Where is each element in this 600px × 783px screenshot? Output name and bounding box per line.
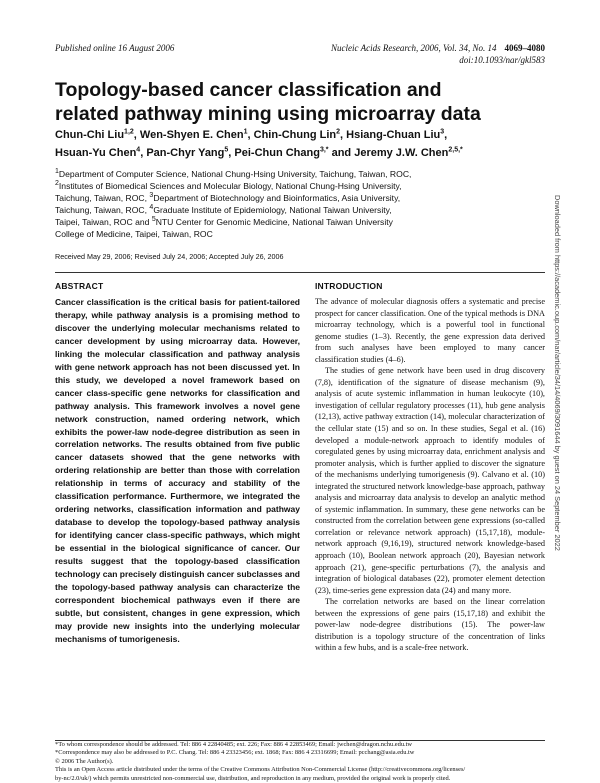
copyright-notice bbox=[55, 758, 545, 783]
author-separator: , bbox=[444, 129, 448, 141]
license-line: by-nc/2.0/uk/) which permits unrestricted non-commercial use, distribution, and reproduction in any medium, provided the original work is properly cited. bbox=[55, 774, 451, 782]
author-affiliation-mark: 4 bbox=[136, 146, 141, 154]
author-name: Hsiang-Chuan Liu bbox=[346, 129, 441, 141]
footnote: *Correspondence may also be addressed to P.C. Chang. Tel: 886 4 23323456; ext. 1868; Fax: 886 4 23316699; Email: pcchang@asia.edu.tw bbox=[55, 749, 415, 757]
author-affiliation-mark: 3,* bbox=[319, 146, 329, 154]
abstract-heading: ABSTRACT bbox=[55, 281, 104, 291]
intro-paragraph: The advance of molecular diagnosis offers a systematic and precise prospect for cancer classification. One of the typical methods is DNA microarray technology, which is a powerful tool in functional genome studies (1–3). Recently, the gene expression data derived from such analyses have been employed to many cancer classification studies (4–6). bbox=[315, 297, 545, 364]
journal-citation bbox=[331, 42, 545, 66]
author-name: Chun-Chi Liu bbox=[55, 129, 125, 141]
affiliation-text: Department of Computer Science, National Chung-Hsing University, Taichung, Taiwan, ROC, bbox=[58, 169, 412, 179]
page-range: 4069–4080 bbox=[504, 43, 545, 53]
doi: doi:10.1093/nar/gkl583 bbox=[459, 55, 545, 65]
affiliation-text: Taichung, Taiwan, ROC, bbox=[55, 205, 150, 215]
author-affiliation-mark: 2 bbox=[336, 128, 341, 136]
affiliation-mark: 1 bbox=[55, 168, 59, 176]
author-affiliation-mark: 1 bbox=[243, 128, 248, 136]
published-date: Published online 16 August 2006 bbox=[55, 43, 175, 53]
author-separator: , bbox=[133, 129, 140, 141]
affiliation-mark: 4 bbox=[149, 204, 154, 212]
intro-paragraph: The studies of gene network have been used in drug discovery (7,8), identification of the signature of disease mechanism (9), analysis of acute systemic inflammation in human leukocyte (10), investigation of cellular regulatory processes (11), hub gene analysis (12,13), active pathway extraction (14), molecular characterization of the cellular state (15) and so on. In these studies, Segal et al. (16) developed a module-network approach to identify modules of coregulated genes by using microarray data, enrichment analysis and promoter analysis, which is further applied to discover the signature of the mechanisms underlying tumorigenesis (9). Calvano et al. (10) integrated the structured network knowledge-base approach, pathway analysis and microarray data analysis to develop an analytic method of systemic inflammation. In summary, these gene networks can be constructed from the correlation between gene expressions (so-called correlation or relevance network approach) (15,17,18), module-network approach (9,16,19), structured network knowledge-based approach (10), Boolean network approach (20), Bayesian network approach (21), gene-specific perturbations (7), the analysis and integration of biological databases (22), promoter element detection (23), time-series gene expression data (24) and many more. bbox=[315, 366, 545, 595]
affiliations bbox=[55, 168, 485, 240]
author-separator: and bbox=[328, 147, 355, 159]
footnote: *To whom correspondence should be addressed. Tel: 886 4 22840485; ext. 226; Fax: 886 4 22853469; Email: jwchen@dragon.nchu.edu.tw bbox=[55, 741, 413, 748]
affiliation-text: College of Medicine, Taipei, Taiwan, ROC bbox=[55, 229, 213, 239]
author-affiliation-mark: 5 bbox=[224, 146, 229, 154]
intro-paragraph: The correlation networks are based on the linear correlation between the expressions of gene pairs (15,17,18) and exhibit the power-law node-degree distributions (15). The power-law distribution is a topology structure of the concentration of links within a few hubs, and is a scale-free network. bbox=[315, 597, 545, 653]
affiliation-text: Taichung, Taiwan, ROC, bbox=[55, 193, 150, 203]
author-separator: , bbox=[247, 129, 254, 141]
author-name: Wen-Shyen E. Chen bbox=[139, 129, 244, 141]
affiliation-mark: 3 bbox=[149, 192, 154, 200]
abstract-text: Cancer classification is the critical basis for patient-tailored therapy, while pathway analysis is a promising method to discover the underlying molecular mechanisms related to cancer development by using microarray data. However, linking the molecular classification and pathway analysis with gene network approach has not been discussed yet. In this study, we developed a novel framework based on cancer class-specific gene networks for classification and pathway analysis. This framework involves a novel gene network construction, named ordering network, which exhibits the power-law node-degree distribution as seen in correlation networks. The results obtained from five public cancer datasets showed that the gene networks with ordering relationship are better than those with correlation relationship in terms of accuracy and stability of the classification performance. Furthermore, we integrated the ordering networks, classification information and pathway database to develop the topology-based pathway analysis for identifying cancer class-specific pathways, which might be essential in the biological significance of cancer. Our results suggest that the topology-based classification technology can precisely distinguish cancer subclasses and the topology-based pathway analysis can characterize the correspondent biochemical pathways even if there are subtle, but consistent, changes in gene expression, which may provide new insights into the underlying molecular mechanisms of tumorigenesis. bbox=[55, 297, 300, 644]
introduction-text bbox=[315, 296, 545, 654]
author-name: Hsuan-Yu Chen bbox=[55, 147, 137, 159]
author-name: Chin-Chung Lin bbox=[253, 129, 337, 141]
received-dates: Received May 29, 2006; Revised July 24, 2006; Accepted July 26, 2006 bbox=[55, 252, 284, 261]
author-affiliation-mark: 2,5,* bbox=[448, 146, 463, 154]
author-affiliation-mark: 3 bbox=[440, 128, 445, 136]
affiliation-text: Graduate Institute of Epidemiology, National Taiwan University, bbox=[153, 205, 392, 215]
affiliation-text: Taipei, Taiwan, ROC and bbox=[55, 217, 152, 227]
copyright-line: © 2006 The Author(s). bbox=[55, 758, 114, 765]
author-name: Jeremy J.W. Chen bbox=[354, 147, 449, 159]
author-list bbox=[55, 126, 525, 162]
affiliation-mark: 2 bbox=[55, 180, 59, 188]
author-affiliation-mark: 1,2 bbox=[124, 128, 134, 136]
affiliation-text: Institutes of Biomedical Sciences and Molecular Biology, National Chung-Hsing University, bbox=[58, 181, 402, 191]
author-separator: , bbox=[140, 147, 147, 159]
introduction-heading: INTRODUCTION bbox=[315, 281, 383, 291]
author-name: Pan-Chyr Yang bbox=[146, 147, 225, 159]
author-separator: , bbox=[228, 147, 235, 159]
journal-name: Nucleic Acids Research, 2006, Vol. 34, No. 14 bbox=[331, 43, 497, 53]
correspondence-footnotes bbox=[55, 741, 545, 758]
header-divider bbox=[55, 272, 545, 273]
download-watermark: Downloaded from https://academic.oup.com/nar/article/34/14/4069/3091644 by guest on 24 September 2022 bbox=[553, 195, 562, 551]
author-name: Pei-Chun Chang bbox=[234, 147, 320, 159]
license-line: This is an Open Access article distributed under the terms of the Creative Commons Attribution Non-Commercial License (http://creativecommons.org/licenses/ bbox=[55, 766, 466, 774]
author-separator: , bbox=[340, 129, 347, 141]
article-title: Topology-based cancer classification and related pathway mining using microarray data bbox=[55, 79, 481, 125]
affiliation-text: NTU Center for Genomic Medicine, National Taiwan University bbox=[155, 217, 393, 227]
affiliation-text: Department of Biotechnology and Bioinformatics, Asia University, bbox=[153, 193, 401, 203]
affiliation-mark: 5 bbox=[151, 216, 156, 224]
